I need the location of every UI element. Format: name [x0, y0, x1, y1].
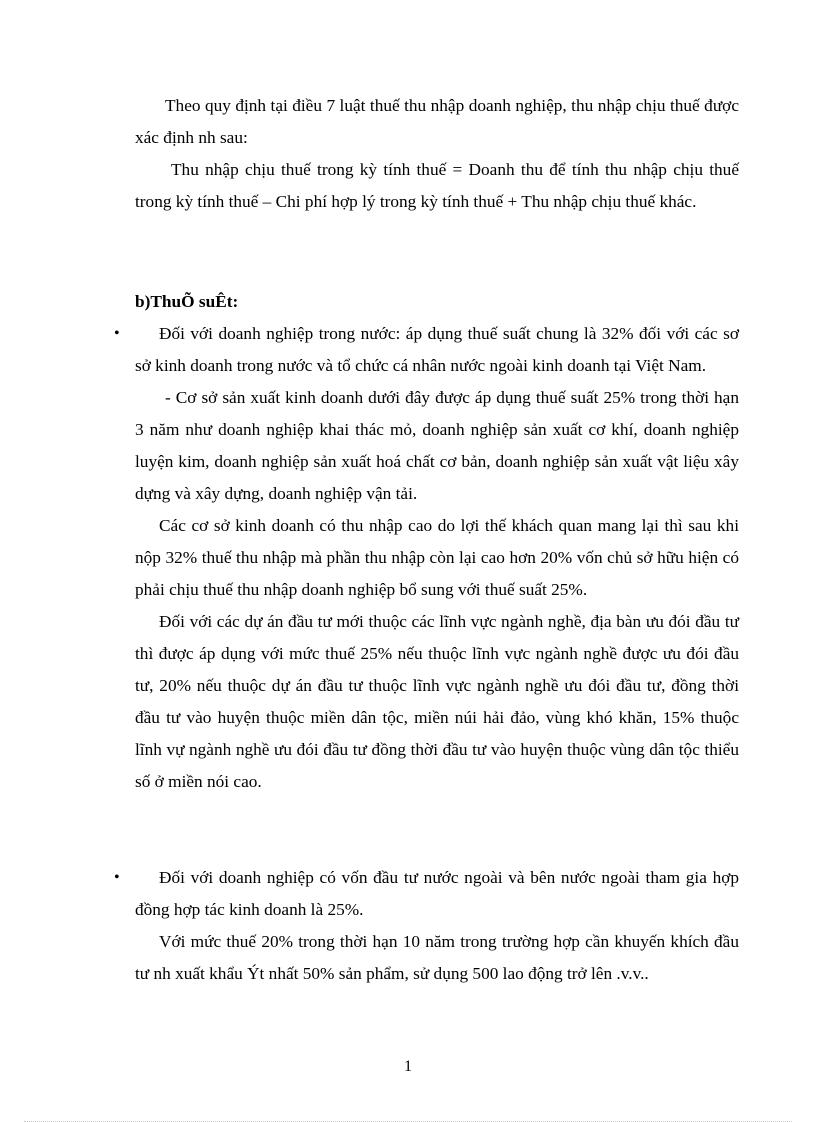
paragraph-investment-incentives: Đối với các dự án đầu tư mới thuộc các lĩnh vực ngành nghề, địa bàn ưu đói đầu tư thì được áp dụng với mức thuế 25% nếu thuộc lĩnh vực ngành nghề được ưu đói đầu tư, 20% nếu thuộc dự án đầu tư thuộc lĩnh vực ngành nghề ưu đói đầu tư, đồng thời đầu tư vào huyện thuộc miền dân tộc, miền núi hải đảo, vùng khó khăn, 15% thuộc lĩnh vự ngành nghề ưu đói đầu tư đồng thời đầu tư vào huyện thuộc vùng dân tộc thiểu số ở miền nói cao. [135, 612, 739, 791]
section-heading-tax-rate: b)ThuÕ suÊt: [135, 292, 239, 311]
paragraph-supplementary-tax: Các cơ sở kinh doanh có thu nhập cao do lợi thế khách quan mang lại thì sau khi nộp 32% thuế thu nhập mà phần thu nhập còn lại cao hơn 20% vốn chủ sở hữu hiện có phải chịu thuế thu nhập doanh nghiệp bổ sung với thuế suất 25%. [135, 516, 739, 599]
paragraph-taxable-income-formula: Thu nhập chịu thuế trong kỳ tính thuế = Doanh thu để tính thu nhập chịu thuế trong kỳ tính thuế – Chi phí hợp lý trong kỳ tính thuế + Thu nhập chịu thuế khác. [135, 160, 739, 211]
page-number: 1 [404, 1058, 412, 1075]
paragraph-group-intro [135, 90, 739, 218]
paragraph-group-domestic [135, 318, 739, 798]
bullet-icon: • [114, 869, 120, 886]
paragraph-export-incentive: Với mức thuế 20% trong thời hạn 10 năm trong trường hợp cần khuyến khích đầu tư nh xuất khẩu Ýt nhất 50% sản phẩm, sử dụng 500 lao động trở lên .v.v.. [135, 932, 739, 983]
section-tax-rate [135, 286, 739, 318]
paragraph-group-foreign [135, 862, 739, 990]
paragraph-foreign-invested-rate: Đối với doanh nghiệp có vốn đầu tư nước ngoài và bên nước ngoài tham gia hợp đồng hợp tác kinh doanh là 25%. [135, 868, 739, 919]
paragraph-taxable-income-definition: Theo quy định tại điều 7 luật thuế thu nhập doanh nghiệp, thu nhập chịu thuế được xác định nh sau: [135, 96, 739, 147]
page-bottom-divider [24, 1121, 792, 1122]
paragraph-25-percent-sectors: - Cơ sở sản xuất kinh doanh dưới đây được áp dụng thuế suất 25% trong thời hạn 3 năm như doanh nghiệp khai thác mỏ, doanh nghiệp sản xuất cơ khí, doanh nghiệp luyện kim, doanh nghiệp sản xuất hoá chất cơ bản, doanh nghiệp sản xuất vật liệu xây dựng và xây dựng, doanh nghiệp vận tải. [135, 388, 739, 503]
paragraph-domestic-enterprise-rate: Đối với doanh nghiệp trong nước: áp dụng thuế suất chung là 32% đối với các sơ sở kinh doanh trong nước và tổ chức cá nhân nước ngoài kinh doanh tại Việt Nam. [135, 324, 739, 375]
bullet-icon: • [114, 325, 120, 342]
